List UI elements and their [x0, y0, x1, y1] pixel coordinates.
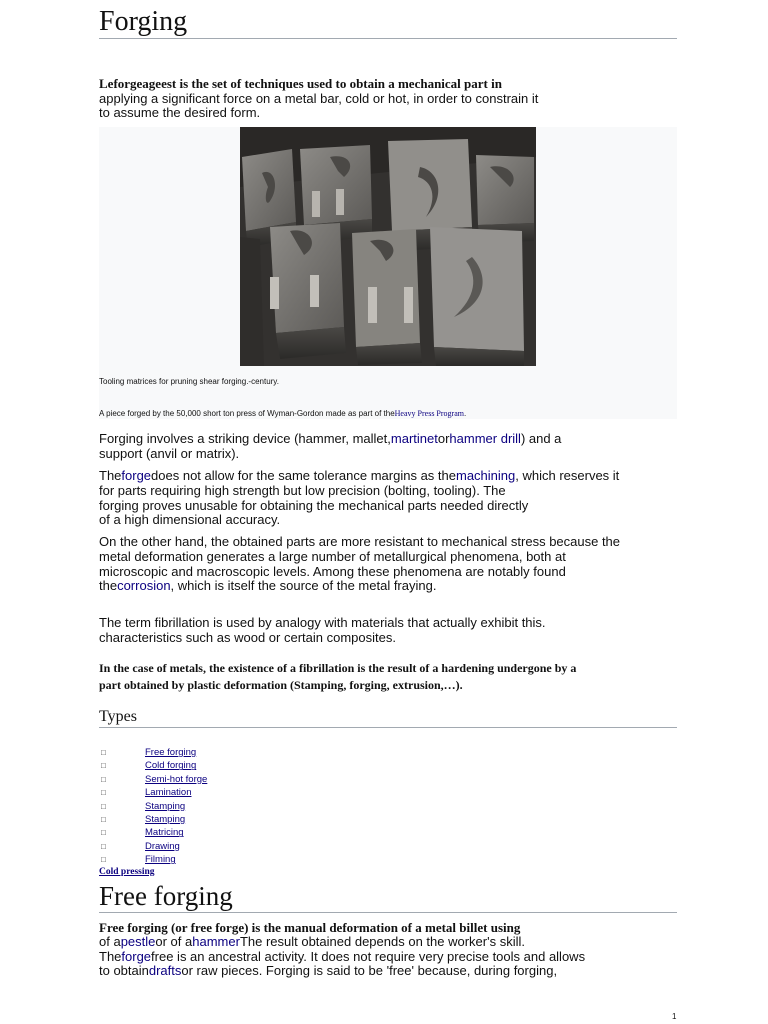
- bullet-icon: □: [101, 774, 106, 784]
- para6-text-g: or raw pieces. Forging is said to be 'free' because, during forging,: [181, 963, 558, 978]
- list-item: [99, 853, 399, 866]
- para3-line-1: On the other hand, the obtained parts are more resistant to mechanical stress because the: [99, 534, 621, 549]
- heavy-press-program-link[interactable]: Heavy Press Program: [394, 409, 464, 418]
- page-number: 1: [672, 1012, 677, 1021]
- list-item: [99, 746, 399, 759]
- section-rule: [99, 912, 677, 913]
- bullet-icon: □: [101, 788, 106, 798]
- figure-caption-2: [99, 409, 466, 419]
- para2-text-b: does not allow for the same tolerance margins as the: [151, 468, 456, 483]
- para6-line-1: Free forging (or free forge) is the manual deformation of a metal billet using: [99, 920, 521, 935]
- stamping-link-2[interactable]: Stamping: [145, 813, 186, 825]
- drawing-link[interactable]: Drawing: [145, 840, 180, 852]
- caption-2-text: A piece forged by the 50,000 short ton press of Wyman-Gordon made as part of the: [99, 409, 395, 418]
- para1-text-a: Forging involves a striking device (hammer, mallet,: [99, 431, 391, 446]
- list-item: [99, 840, 399, 853]
- list-item: [99, 759, 399, 772]
- para5-line-1: In the case of metals, the existence of a fibrillation is the result of a hardening undergone by a: [99, 661, 577, 675]
- types-list: [99, 746, 399, 867]
- corrosion-link[interactable]: corrosion: [117, 578, 171, 593]
- figure-caption-1: Tooling matrices for pruning shear forging.-century.: [99, 377, 279, 386]
- para6-line-4: [99, 963, 557, 978]
- forge-link-2[interactable]: forge: [121, 949, 152, 964]
- para6-text-c: The result obtained depends on the worker's skill.: [239, 934, 525, 949]
- matricing-link[interactable]: Matricing: [145, 827, 184, 839]
- bullet-icon: □: [101, 814, 106, 824]
- page-title: Forging: [99, 6, 188, 37]
- para6-text-e: free is an ancestral activity. It does not require very precise tools and allows: [151, 949, 586, 964]
- para2-line-3: forging proves unusable for obtaining the mechanical parts needed directly: [99, 498, 529, 513]
- para2-text-c: , which reserves it: [515, 468, 620, 483]
- pestle-link[interactable]: pestle: [120, 934, 156, 949]
- list-item: [99, 786, 399, 799]
- free-forging-link[interactable]: Free forging: [145, 747, 197, 758]
- bullet-icon: □: [101, 828, 106, 838]
- types-rule: [99, 727, 677, 728]
- para3-line-2: metal deformation generates a large number of metallurgical phenomena, both at: [99, 549, 566, 564]
- para3-text-a: the: [99, 578, 118, 593]
- caption-2-suffix: .: [463, 409, 467, 418]
- para2-text-a: The: [99, 468, 122, 483]
- cold-forging-link[interactable]: Cold forging: [145, 760, 197, 772]
- martinet-link[interactable]: martinet: [390, 431, 438, 446]
- intro-line-2: applying a significant force on a metal bar, cold or hot, in order to constrain it: [99, 91, 539, 106]
- para2-line-2: for parts requiring high strength but low precision (bolting, tooling). The: [99, 483, 506, 498]
- hammer-drill-link[interactable]: hammer drill: [449, 431, 521, 446]
- list-item: [99, 826, 399, 839]
- intro-line-1: Leforgeageest is the set of techniques used to obtain a mechanical part in: [99, 76, 502, 91]
- para6-line-3: [99, 949, 585, 964]
- list-item: [99, 800, 399, 813]
- para4-line-1: The term fibrillation is used by analogy with materials that actually exhibit this.: [99, 615, 546, 630]
- title-rule: [99, 38, 677, 39]
- para6-line-2: [99, 934, 525, 949]
- forge-link[interactable]: forge: [121, 468, 152, 483]
- bullet-icon: □: [101, 855, 106, 865]
- list-item: [99, 773, 399, 786]
- para3-line-3: microscopic and macroscopic levels. Among these phenomena are notably found: [99, 564, 566, 579]
- para1-line-2: support (anvil or matrix).: [99, 446, 240, 461]
- bullet-icon: □: [101, 841, 106, 851]
- para1-line-1: [99, 431, 561, 446]
- para4-line-2: characteristics such as wood or certain composites.: [99, 630, 396, 645]
- types-heading: Types: [99, 708, 137, 725]
- para6-text-d: The: [99, 949, 122, 964]
- free-forging-heading: Free forging: [99, 881, 233, 911]
- bullet-icon: □: [101, 801, 106, 811]
- para6-text-b: or of a: [155, 934, 193, 949]
- para1-text-c: ) and a: [520, 431, 562, 446]
- machining-link[interactable]: machining: [456, 468, 516, 483]
- para2-line-4: of a high dimensional accuracy.: [99, 512, 281, 527]
- forging-matrices-photo: [240, 127, 536, 366]
- lamination-link[interactable]: Lamination: [145, 787, 192, 799]
- para2-line-1: [99, 468, 619, 483]
- semi-hot-forge-link[interactable]: Semi-hot forge: [145, 773, 208, 785]
- intro-line-3: to assume the desired form.: [99, 105, 261, 120]
- hammer-link[interactable]: hammer: [192, 934, 240, 949]
- para5-line-2: part obtained by plastic deformation (Stamping, forging, extrusion,…).: [99, 678, 463, 692]
- para3-line-4: [99, 578, 436, 593]
- para6-text-f: to obtain: [99, 963, 149, 978]
- para3-text-b: , which is itself the source of the metal fraying.: [170, 578, 437, 593]
- drafts-link[interactable]: drafts: [148, 963, 182, 978]
- stamping-link[interactable]: Stamping: [145, 800, 186, 812]
- para1-text-b: or: [437, 431, 450, 446]
- cold-pressing-link[interactable]: Cold pressing: [99, 867, 155, 877]
- bullet-icon: □: [101, 761, 106, 771]
- para6-text-a: of a: [99, 934, 121, 949]
- bullet-icon: □: [101, 748, 106, 757]
- list-item: [99, 813, 399, 826]
- filming-link[interactable]: Filming: [145, 854, 176, 866]
